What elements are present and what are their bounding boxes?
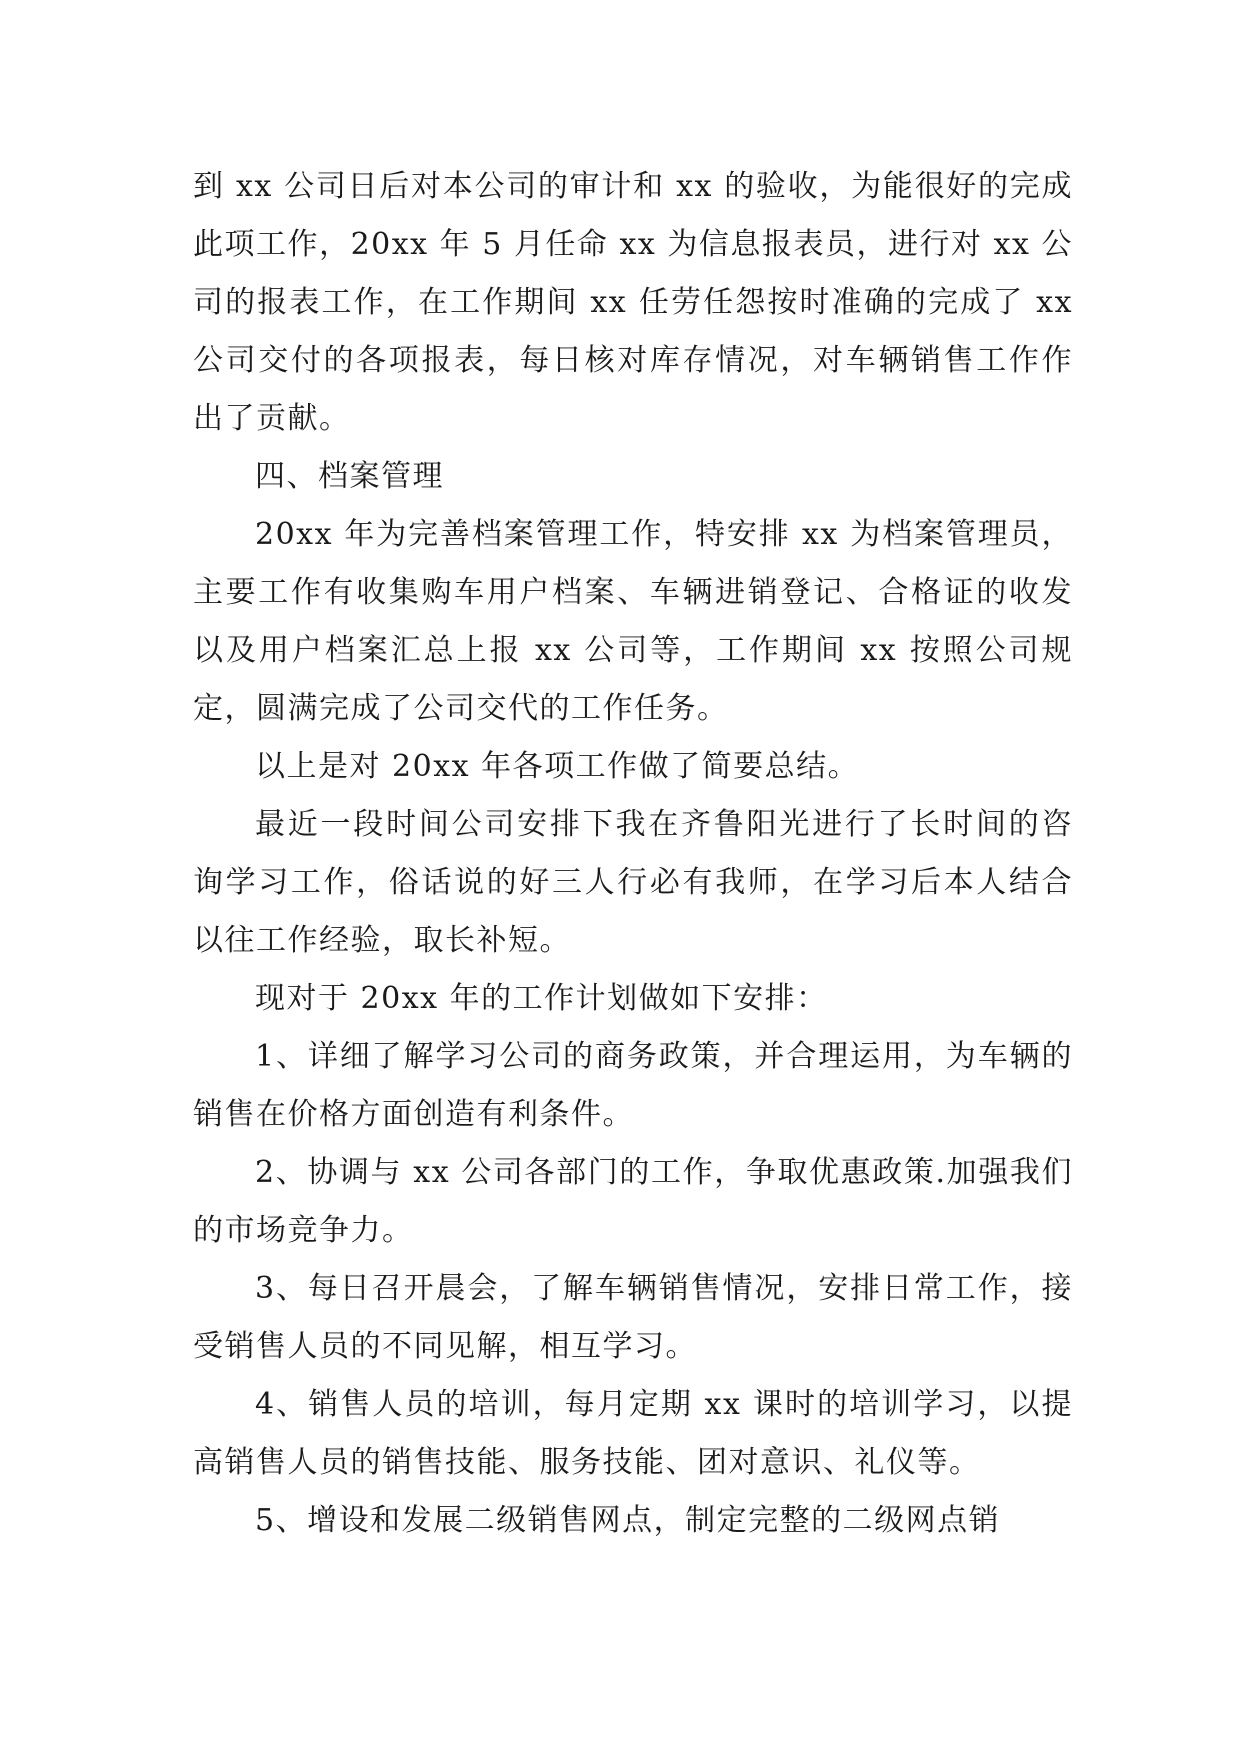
section-heading-archive-management: 四、档案管理	[255, 459, 444, 494]
paragraph-summary: 以上是对 20xx 年各项工作做了简要总结。	[255, 749, 860, 784]
paragraph-consulting-study: 最近一段时间公司安排下我在齐鲁阳光进行了长时间的咨询学习工作，俗话说的好三人行必有我师，在学习后本人结合以往工作经验，取长补短。	[193, 807, 1073, 958]
paragraph-archive-management: 20xx 年为完善档案管理工作，特安排 xx 为档案管理员，主要工作有收集购车用户档案、车辆进销登记、合格证的收发以及用户档案汇总上报 xx 公司等，工作期间 xx 按照公司规定，圆满完成了公司交代的工作任务。	[193, 517, 1073, 726]
paragraph-report-work: 到 xx 公司日后对本公司的审计和 xx 的验收，为能很好的完成此项工作，20xx 年 5 月任命 xx 为信息报表员，进行对 xx 公司的报表工作，在工作期间 xx 任劳任怨按时准确的完成了 xx 公司交付的各项报表，每日核对库存情况，对车辆销售工作作出了贡献。	[193, 169, 1073, 436]
document-body	[193, 158, 1073, 1550]
plan-item-1: 1、详细了解学习公司的商务政策，并合理运用，为车辆的销售在价格方面创造有利条件。	[193, 1039, 1073, 1132]
plan-item-3: 3、每日召开晨会，了解车辆销售情况，安排日常工作，接受销售人员的不同见解，相互学习。	[193, 1271, 1073, 1364]
plan-item-4: 4、销售人员的培训，每月定期 xx 课时的培训学习，以提高销售人员的销售技能、服务技能、团对意识、礼仪等。	[193, 1387, 1073, 1480]
paragraph-work-plan-intro: 现对于 20xx 年的工作计划做如下安排：	[255, 981, 828, 1016]
plan-item-5: 5、增设和发展二级销售网点，制定完整的二级网点销	[255, 1503, 1001, 1538]
plan-item-2: 2、协调与 xx 公司各部门的工作，争取优惠政策.加强我们的市场竞争力。	[193, 1155, 1073, 1248]
